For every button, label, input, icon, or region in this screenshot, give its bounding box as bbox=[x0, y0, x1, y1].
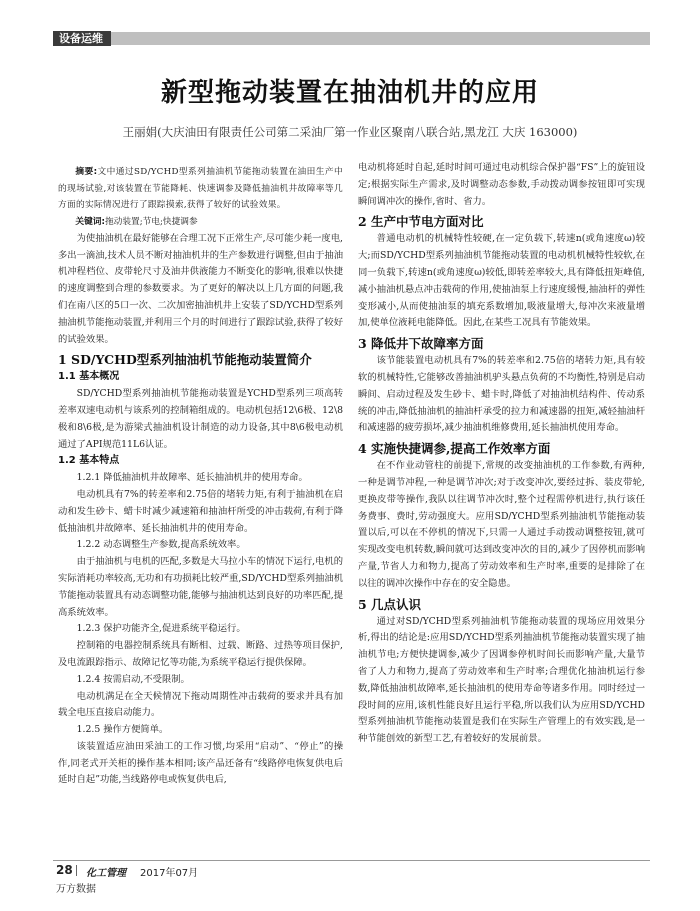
abstract-label: 摘要: bbox=[75, 167, 98, 177]
paragraph-1-2-1: 电动机具有7%的转差率和2.75倍的堵转力矩,有利于抽油机在启动和发生砂卡、蜡卡时减少减速箱和抽油杆所受的冲击载荷,有利于降低抽油机井故障率、延长抽油机井的使用寿命。 bbox=[58, 488, 343, 534]
paragraph-3: 该节能装置电动机具有7%的转差率和2.75倍的堵转力矩,具有较软的机械特性,它能够改善抽油机驴头悬点负荷的不均衡性,特别是启动瞬间、启动过程及发生砂卡、蜡卡时,降低了对抽油机结构件、传动系统的冲击,降低抽油机的抽油杆承受的拉力和减速器的扭矩,减轻抽油杆和减速器的疲劳损坏,减少抽油机维修费用,延长抽油机使用寿命。 bbox=[358, 355, 645, 434]
header-band bbox=[53, 32, 650, 45]
item-1-2-3: 1.2.3 保护功能齐全,促进系统平稳运行。 bbox=[76, 623, 246, 635]
section-heading-5: 5 几点认识 bbox=[358, 596, 422, 612]
paragraph-4: 在不作业动管柱的前提下,常规的改变抽油机的工作参数,有两种,一种是调节冲程,一种是调节冲次;对于改变冲次,要经过拆、装皮带轮,更换皮带等操作,我队以往调节冲次时,整个过程需停机进行,执行该任务费事、费时,劳动强度大。应用SD/YCHD型系列抽油机节能拖动装置以后,可以在不停机的情况下,只需一人通过手动拨动调整按钮,就可实现改变电机转数,瞬间就可达到改变冲次的目的,减少了因停机而影响产量,节省人力和物力,提高了劳动效率和生产时率,重要的是排除了在以往的调冲次操作中存在的安全隐患。 bbox=[358, 460, 645, 589]
paragraph-1-2-5: 该装置适应油田采油工的工作习惯,均采用“启动”、“停止”的操作,同老式开关柜的操作基本相同;该产品还备有“线路停电恢复供电后延时自起”功能,当线路停电或恢复供电后, bbox=[58, 740, 343, 786]
footer-rule bbox=[53, 860, 650, 861]
issue-date: 2017年07月 bbox=[140, 868, 199, 879]
author-affiliation: 王丽娟(大庆油田有限责任公司第二采油厂第一作业区聚南八联合站,黑龙江 大庆 163000) bbox=[122, 125, 578, 139]
left-column bbox=[58, 164, 343, 789]
right-column bbox=[358, 160, 645, 748]
abstract bbox=[58, 164, 343, 214]
paragraph-1-2-4: 电动机满足在全天候情况下拖动周期性冲击载荷的要求并具有加载全电压直接启动能力。 bbox=[58, 690, 343, 719]
subsection-heading-1-2: 1.2 基本特点 bbox=[58, 455, 120, 467]
paragraph-1-1: SD/YCHD型系列抽油机节能拖动装置是YCHD型系列三项高转差率双速电动机与该系列的控制箱组成的。电动机包括12\6极、12\8极和8\6极,是为游梁式抽油机设计制造的动力设备,其中8\6极电动机通过了API规范11L6认证。 bbox=[58, 388, 343, 450]
keywords-text: 拖动装置;节电;快捷调参 bbox=[104, 216, 198, 227]
paragraph-1-2-3: 控制箱的电器控制系统具有断相、过载、断路、过热等项目保护,及电流跟踪指示、故障记忆等功能,为系统平稳运行提供保障。 bbox=[58, 640, 343, 668]
source-watermark: 万方数据 bbox=[56, 884, 96, 895]
section-heading-2: 2 生产中节电方面对比 bbox=[358, 214, 484, 230]
keywords-label: 关键词: bbox=[75, 216, 105, 227]
paragraph-5: 通过对SD/YCHD型系列抽油机节能拖动装置的现场应用效果分析,得出的结论是:应用SD/YCHD型系列抽油机节能拖动装置实现了抽油机节电;方便快捷调参,减少了因调参停机时间长而影响产量,大量节省了人力和物力,提高了劳动效率和生产时率;合理优化抽油机运行参数,降低抽油机故障率,延长抽油机的使用寿命等诸多作用。同时经过一段时间的应用,该机性能良好且运行平稳,所以我们认为应用SD/YCHD型系列抽油机节能拖动装置是我们在实际生产管理上的有效实践,是一种节能创效的新型工艺,有着较好的发展前景。 bbox=[358, 615, 645, 745]
section-label: 设备运维 bbox=[53, 31, 111, 46]
section-heading-1: 1 SD/YCHD型系列抽油机节能拖动装置简介 bbox=[58, 352, 312, 368]
footer-separator bbox=[76, 865, 77, 876]
paragraph-1-2-2: 由于抽油机与电机的匹配,多数是大马拉小车的情况下运行,电机的实际消耗功率较高,无功和有功损耗比较严重,SD/YCHD型系列抽油机节能拖动装置具有动态调整功能,能够与抽油机达到良好的功率匹配,提高系统效率。 bbox=[58, 556, 343, 618]
paragraph-2: 普通电动机的机械特性较硬,在一定负载下,转速n(或角速度ω)较大;而SD/YCHD型系列抽油机节能拖动装置的电动机机械特性较软,在同一负载下,转速n(或角速度ω)较低,即转差率较大,具有降低扭矩峰值,减小抽油机悬点冲击载荷的作用,使抽油泵上行速度缓慢,抽油杆的弹性变形减小,从而使抽油泵的填充系数增加,吸液量增大,每冲次来液量增加,使单位液耗电能降低。因此,在某些工况具有节能效果。 bbox=[358, 233, 645, 329]
section-heading-4: 4 实施快捷调参,提高工作效率方面 bbox=[358, 441, 551, 457]
abstract-text: 文中通过SD/YCHD型系列抽油机节能拖动装置在油田生产中的现场试验,对该装置在节能降耗、快速调参及降低抽油机井故障率等几方面的实际情况进行了跟踪摸索,获得了较好的试验效果。 bbox=[58, 167, 343, 211]
intro-paragraph: 为使抽油机在最好能够在合理工况下正常生产,尽可能少耗一度电,多出一滴油,技术人员不断对抽油机井的生产参数进行调整,但由于抽油机冲程档位、皮带轮尺寸及油井供液能力不断变化的影响,很难以快捷的速度调整到合理的参数要求。为了更好的解决以上几方面的问题,我们在南八区的5口一次、二次加密抽油机井上安装了SD/YCHD型系列抽油机节能拖动装置,并利用三个月的时间进行了跟踪试验,获得了较好的试验效果。 bbox=[58, 232, 343, 345]
journal-name: 化工管理 bbox=[86, 868, 126, 879]
continued-paragraph: 电动机将延时自起,延时时间可通过电动机综合保护器“FS”上的旋钮设定;根据实际生产需求,及时调整动态参数,手动拨动调参按钮即可实现瞬间调冲次的操作,省时、省力。 bbox=[358, 162, 645, 207]
subsection-heading-1-1: 1.1 基本概况 bbox=[58, 371, 120, 383]
item-1-2-5: 1.2.5 操作方便简单。 bbox=[76, 724, 169, 736]
article-title: 新型拖动装置在抽油机井的应用 bbox=[160, 78, 539, 108]
item-1-2-1: 1.2.1 降低抽油机井故障率、延长抽油机井的使用寿命。 bbox=[76, 472, 308, 484]
page-number: 28 bbox=[56, 863, 73, 877]
item-1-2-2: 1.2.2 动态调整生产参数,提高系统效率。 bbox=[76, 539, 246, 551]
keywords bbox=[58, 214, 343, 231]
item-1-2-4: 1.2.4 按需启动,不受限制。 bbox=[76, 673, 190, 685]
section-heading-3: 3 降低井下故障率方面 bbox=[358, 336, 484, 352]
